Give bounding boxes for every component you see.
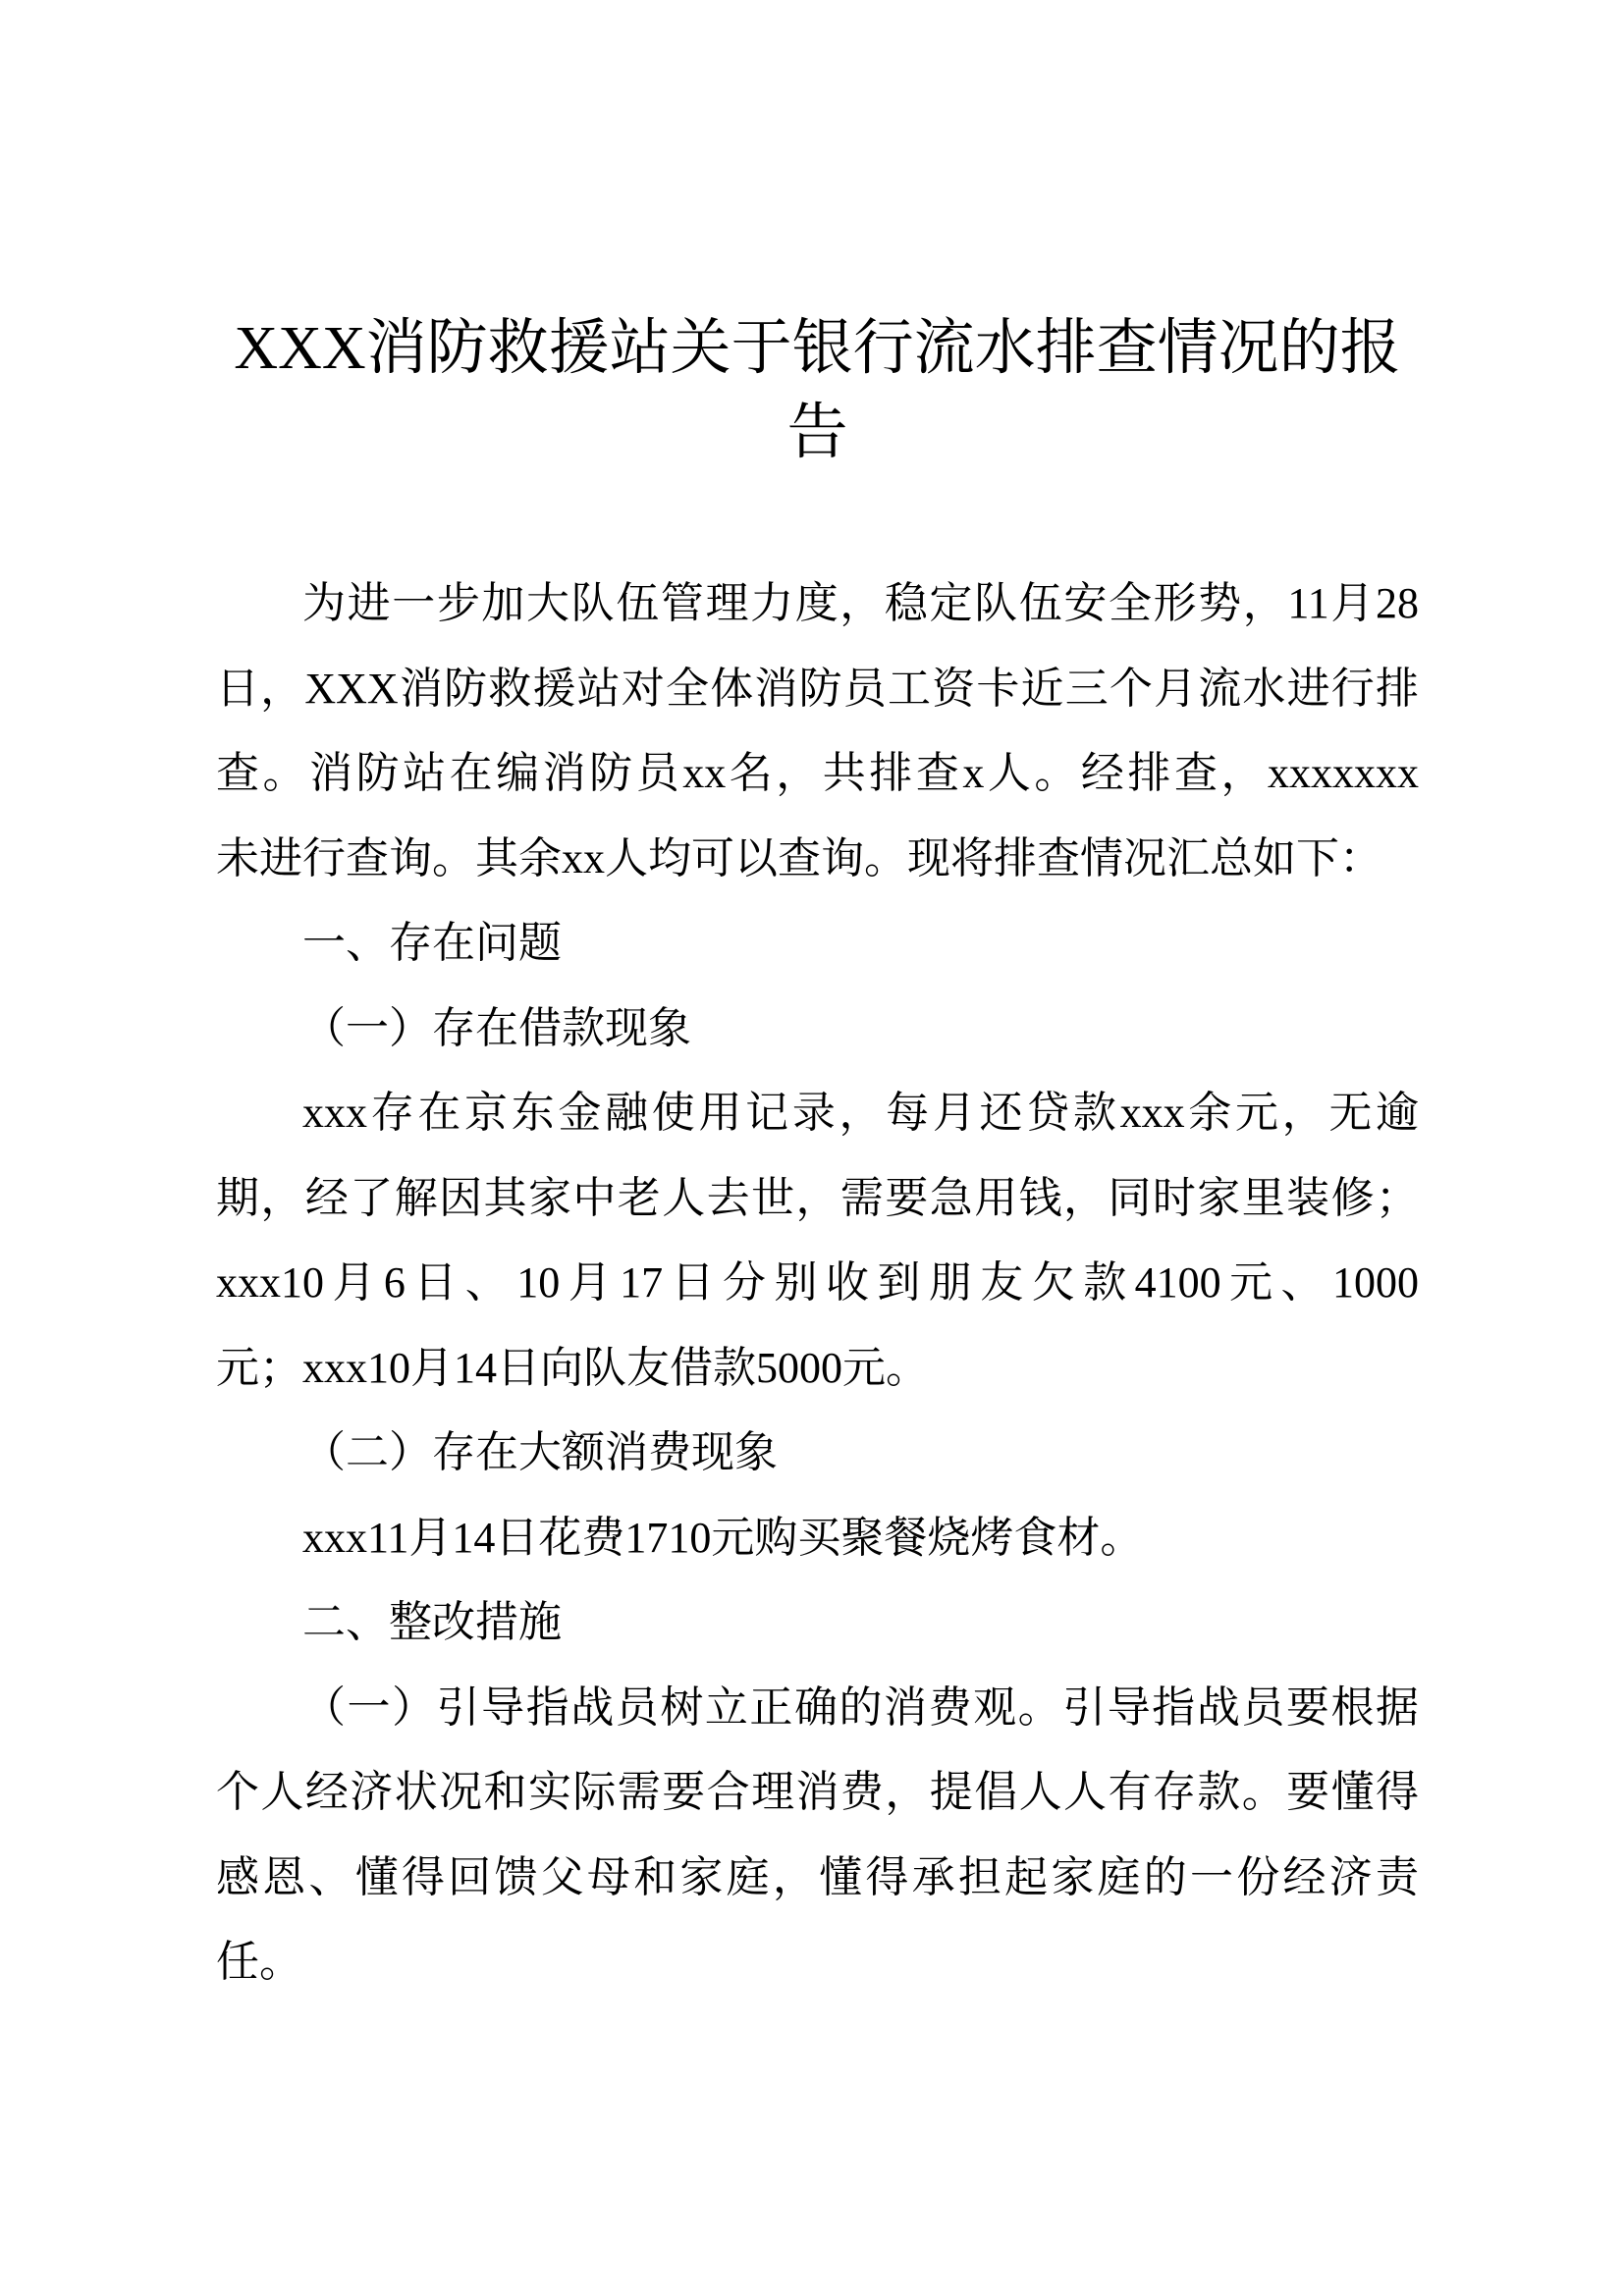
text-line: 查。消防站在编消防员xx名，共排查x人。经排查，xxxxxxx [216, 749, 1419, 797]
text-line: 日，XXX消防救援站对全体消防员工资卡近三个月流水进行排 [216, 664, 1419, 713]
paragraph [216, 1496, 1419, 1581]
text-line: （一）引导指战员树立正确的消费观。引导指战员要根据 [302, 1682, 1419, 1732]
text-line: xxx11月14日花费1710元购买聚餐烧烤食材。 [302, 1513, 1144, 1562]
title-line: XXX消防救援站关于银行流水排查情况的报 [234, 315, 1401, 382]
text-line: （二）存在大额消费现象 [302, 1428, 778, 1476]
text-line: （一）存在借款现象 [302, 1003, 691, 1052]
document-title [216, 306, 1419, 475]
text-line: 元；xxx10月14日向队友借款5000元。 [216, 1343, 929, 1392]
text-line: 感恩、懂得回馈父母和家庭，懂得承担起家庭的一份经济责 [216, 1852, 1419, 1901]
text-line: 任。 [216, 1938, 302, 1986]
paragraph [216, 1666, 1419, 2005]
section-heading [216, 1580, 1419, 1666]
text-line: 一、存在问题 [302, 919, 562, 967]
subsection-heading [216, 987, 1419, 1072]
subsection-heading [216, 1411, 1419, 1496]
text-line: xxx10月6日、10月17日分别收到朋友欠款4100元、1000 [216, 1258, 1419, 1307]
section-heading [216, 901, 1419, 987]
paragraph [216, 1071, 1419, 1411]
paragraph [216, 561, 1419, 901]
text-line: 为进一步加大队伍管理力度，稳定队伍安全形势，11月28 [302, 579, 1419, 627]
text-line: 未进行查询。其余xx人均可以查询。现将排查情况汇总如下： [216, 833, 1382, 882]
title-line: 告 [786, 400, 848, 466]
text-line: xxx存在京东金融使用记录，每月还贷款xxx余元，无逾 [302, 1089, 1419, 1137]
text-line: 二、整改措施 [302, 1598, 562, 1646]
text-line: 期，经了解因其家中老人去世，需要急用钱，同时家里装修； [216, 1173, 1419, 1222]
text-line: 个人经济状况和实际需要合理消费，提倡人人有存款。要懂得 [216, 1768, 1419, 1816]
document-body [216, 561, 1419, 2005]
